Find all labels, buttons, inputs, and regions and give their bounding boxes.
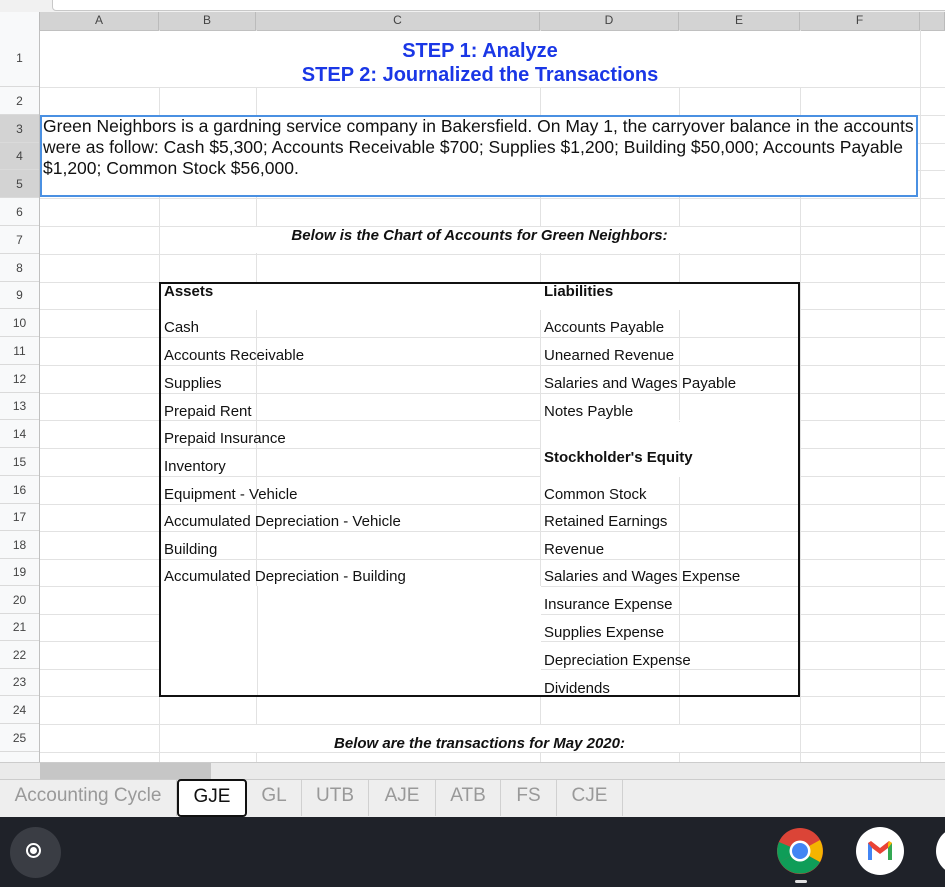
account-prepaid-insurance[interactable]: Prepaid Insurance (164, 430, 286, 447)
account-cash[interactable]: Cash (164, 319, 200, 336)
row-header-6[interactable]: 6 (0, 198, 39, 226)
account-notes-payable[interactable]: Notes Payble (544, 403, 634, 420)
assets-header: Assets (164, 283, 214, 300)
column-header-e[interactable]: E (679, 12, 800, 30)
account-supplies[interactable]: Supplies (164, 375, 222, 392)
tab-gl[interactable]: GL (247, 780, 302, 816)
account-prepaid-rent[interactable]: Prepaid Rent (164, 403, 252, 420)
row-header-16[interactable]: 16 (0, 476, 39, 504)
account-building[interactable]: Building (164, 541, 218, 558)
account-salaries-wages-payable[interactable]: Salaries and Wages Payable (544, 375, 737, 392)
account-dividends[interactable]: Dividends (544, 680, 610, 697)
row-header-23[interactable]: 23 (0, 669, 39, 696)
liabilities-header: Liabilities (544, 283, 614, 300)
account-accum-dep-building[interactable]: Accumulated Depreciation - Building (164, 568, 406, 585)
column-header-bar (0, 12, 945, 31)
row-header-13[interactable]: 13 (0, 393, 39, 420)
row-header-3[interactable]: 3 (0, 115, 39, 143)
transactions-heading: Below are the transactions for May 2020: (334, 735, 625, 752)
row-header-17[interactable]: 17 (0, 504, 39, 531)
select-all-corner[interactable] (0, 12, 40, 30)
account-accounts-payable[interactable]: Accounts Payable (544, 319, 665, 336)
chrome-running-indicator (795, 880, 807, 883)
step1-title: STEP 1: Analyze (402, 40, 558, 62)
equity-header: Stockholder's Equity (544, 449, 693, 466)
column-header-b[interactable]: B (159, 12, 256, 30)
column-header-g[interactable] (920, 12, 945, 30)
account-insurance-expense[interactable]: Insurance Expense (544, 596, 673, 613)
row-header-11[interactable]: 11 (0, 337, 39, 365)
tab-aje[interactable]: AJE (369, 780, 436, 816)
tab-utb[interactable]: UTB (302, 780, 369, 816)
column-header-c[interactable]: C (256, 12, 540, 30)
step2-title: STEP 2: Journalized the Transactions (301, 64, 659, 86)
row-header-25[interactable]: 25 (0, 724, 39, 752)
row-header-18[interactable]: 18 (0, 531, 39, 559)
account-accounts-receivable[interactable]: Accounts Receivable (164, 347, 305, 364)
formula-input[interactable] (52, 0, 945, 11)
row-header-20[interactable]: 20 (0, 586, 39, 614)
row-header-7[interactable]: 7 (0, 226, 39, 254)
account-equipment-vehicle[interactable]: Equipment - Vehicle (164, 486, 298, 503)
account-unearned-revenue[interactable]: Unearned Revenue (544, 347, 675, 364)
tab-gje[interactable]: GJE (177, 779, 247, 817)
row-header-12[interactable]: 12 (0, 365, 39, 393)
gmail-icon[interactable] (856, 827, 904, 875)
row-header-19[interactable]: 19 (0, 559, 39, 586)
row-header-8[interactable]: 8 (0, 254, 39, 282)
row-header-bar (0, 30, 40, 762)
row-header-10[interactable]: 10 (0, 309, 39, 337)
account-retained-earnings[interactable]: Retained Earnings (544, 513, 668, 530)
row-header-2[interactable]: 2 (0, 87, 39, 115)
row-header-5[interactable]: 5 (0, 170, 39, 198)
chrome-icon[interactable] (776, 827, 824, 875)
row-header-4[interactable]: 4 (0, 143, 39, 170)
coa-heading: Below is the Chart of Accounts for Green Neighbors: (291, 227, 668, 244)
row-header-1[interactable]: 1 (0, 30, 39, 87)
account-depreciation-expense[interactable]: Depreciation Expense (544, 652, 691, 669)
tab-fs[interactable]: FS (501, 780, 557, 816)
scrollbar-thumb[interactable] (40, 763, 211, 779)
launcher-icon-center (30, 847, 37, 854)
column-header-a[interactable]: A (40, 12, 159, 30)
company-description[interactable]: Green Neighbors is a gardning service company in Bakersfield. On May 1, the carryover balance in the accounts were as follow: Cash $5,300; Accounts Receivable $700; Supplies $1,200; Building $50,000; Accounts Payable $1,200; Common Stock $56,000. (43, 116, 914, 178)
row-header-14[interactable]: 14 (0, 420, 39, 448)
row-header-21[interactable]: 21 (0, 614, 39, 641)
formula-bar (0, 0, 945, 12)
column-header-f[interactable]: F (800, 12, 920, 30)
account-accum-dep-vehicle[interactable]: Accumulated Depreciation - Vehicle (164, 513, 401, 530)
column-header-d[interactable]: D (540, 12, 679, 30)
tab-accounting-cycle[interactable]: Accounting Cycle (0, 780, 177, 816)
row-header-22[interactable]: 22 (0, 641, 39, 669)
account-inventory[interactable]: Inventory (164, 458, 226, 475)
account-revenue[interactable]: Revenue (544, 541, 605, 558)
account-common-stock[interactable]: Common Stock (544, 486, 647, 503)
row-header-24[interactable]: 24 (0, 696, 39, 724)
account-salaries-wages-expense[interactable]: Salaries and Wages Expense (544, 568, 741, 585)
row-header-9[interactable]: 9 (0, 282, 39, 309)
tab-cje[interactable]: CJE (557, 780, 623, 816)
tab-atb[interactable]: ATB (436, 780, 501, 816)
account-supplies-expense[interactable]: Supplies Expense (544, 624, 665, 641)
row-header-15[interactable]: 15 (0, 448, 39, 476)
